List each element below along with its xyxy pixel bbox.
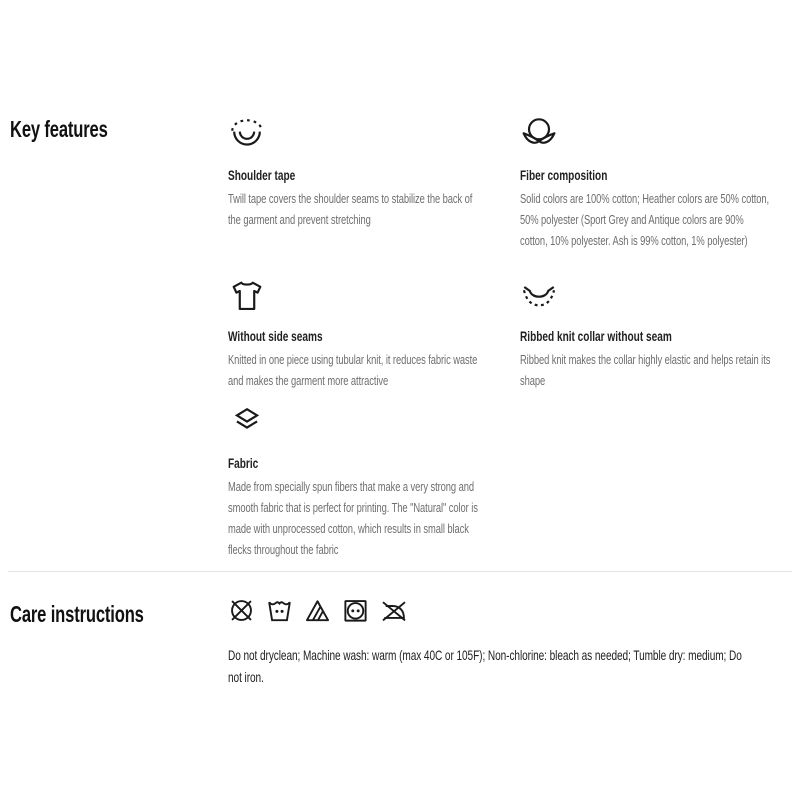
feature-description: Knitted in one piece using tubular knit, it reduces fabric waste and makes the garment more attractive: [228, 352, 478, 388]
care-symbols: [228, 597, 408, 624]
feature-title: Fiber composition: [520, 167, 608, 183]
ribbed-collar-icon: [520, 277, 800, 315]
feature-description: Solid colors are 100% cotton; Heather colors are 50% cotton, 50% polyester (Sport Grey and Antique colors are 90% cotton, 10% polyester. Ash is 99% cotton, 1% polyester): [520, 191, 770, 248]
care-instructions-heading: Care instructions: [10, 601, 144, 627]
section-divider: [8, 571, 792, 572]
key-features-heading: Key features: [10, 116, 108, 142]
fabric-icon: [228, 404, 580, 442]
machine-wash-icon: [266, 597, 293, 624]
feature-description: Made from specially spun fibers that make a very strong and smooth fabric that is perfect for printing. The "Natural" color is made with unprocessed cotton, which results in small black flecks throughout the fabric: [228, 479, 478, 557]
feature-fabric: [228, 404, 580, 560]
feature-description: Ribbed knit makes the collar highly elastic and helps retain its shape: [520, 352, 771, 388]
feature-title: Fabric: [228, 455, 259, 471]
feature-title: Ribbed knit collar without seam: [520, 328, 672, 344]
non-chlorine-bleach-icon: [304, 597, 331, 624]
fiber-composition-icon: [520, 116, 800, 154]
feature-fiber-composition: [520, 116, 800, 251]
do-not-iron-icon: [380, 597, 408, 624]
feature-ribbed-collar: [520, 277, 800, 391]
do-not-dryclean-icon: [228, 597, 255, 624]
feature-title: Shoulder tape: [228, 167, 296, 183]
feature-title: Without side seams: [228, 328, 323, 344]
care-instructions-text: Do not dryclean; Machine wash: warm (max 40C or 105F); Non-chlorine: bleach as needed; Tumble dry: medium; Do not iron.: [228, 647, 742, 685]
feature-description: Twill tape covers the shoulder seams to stabilize the back of the garment and prevent stretching: [228, 191, 473, 227]
tumble-dry-icon: [342, 597, 369, 624]
